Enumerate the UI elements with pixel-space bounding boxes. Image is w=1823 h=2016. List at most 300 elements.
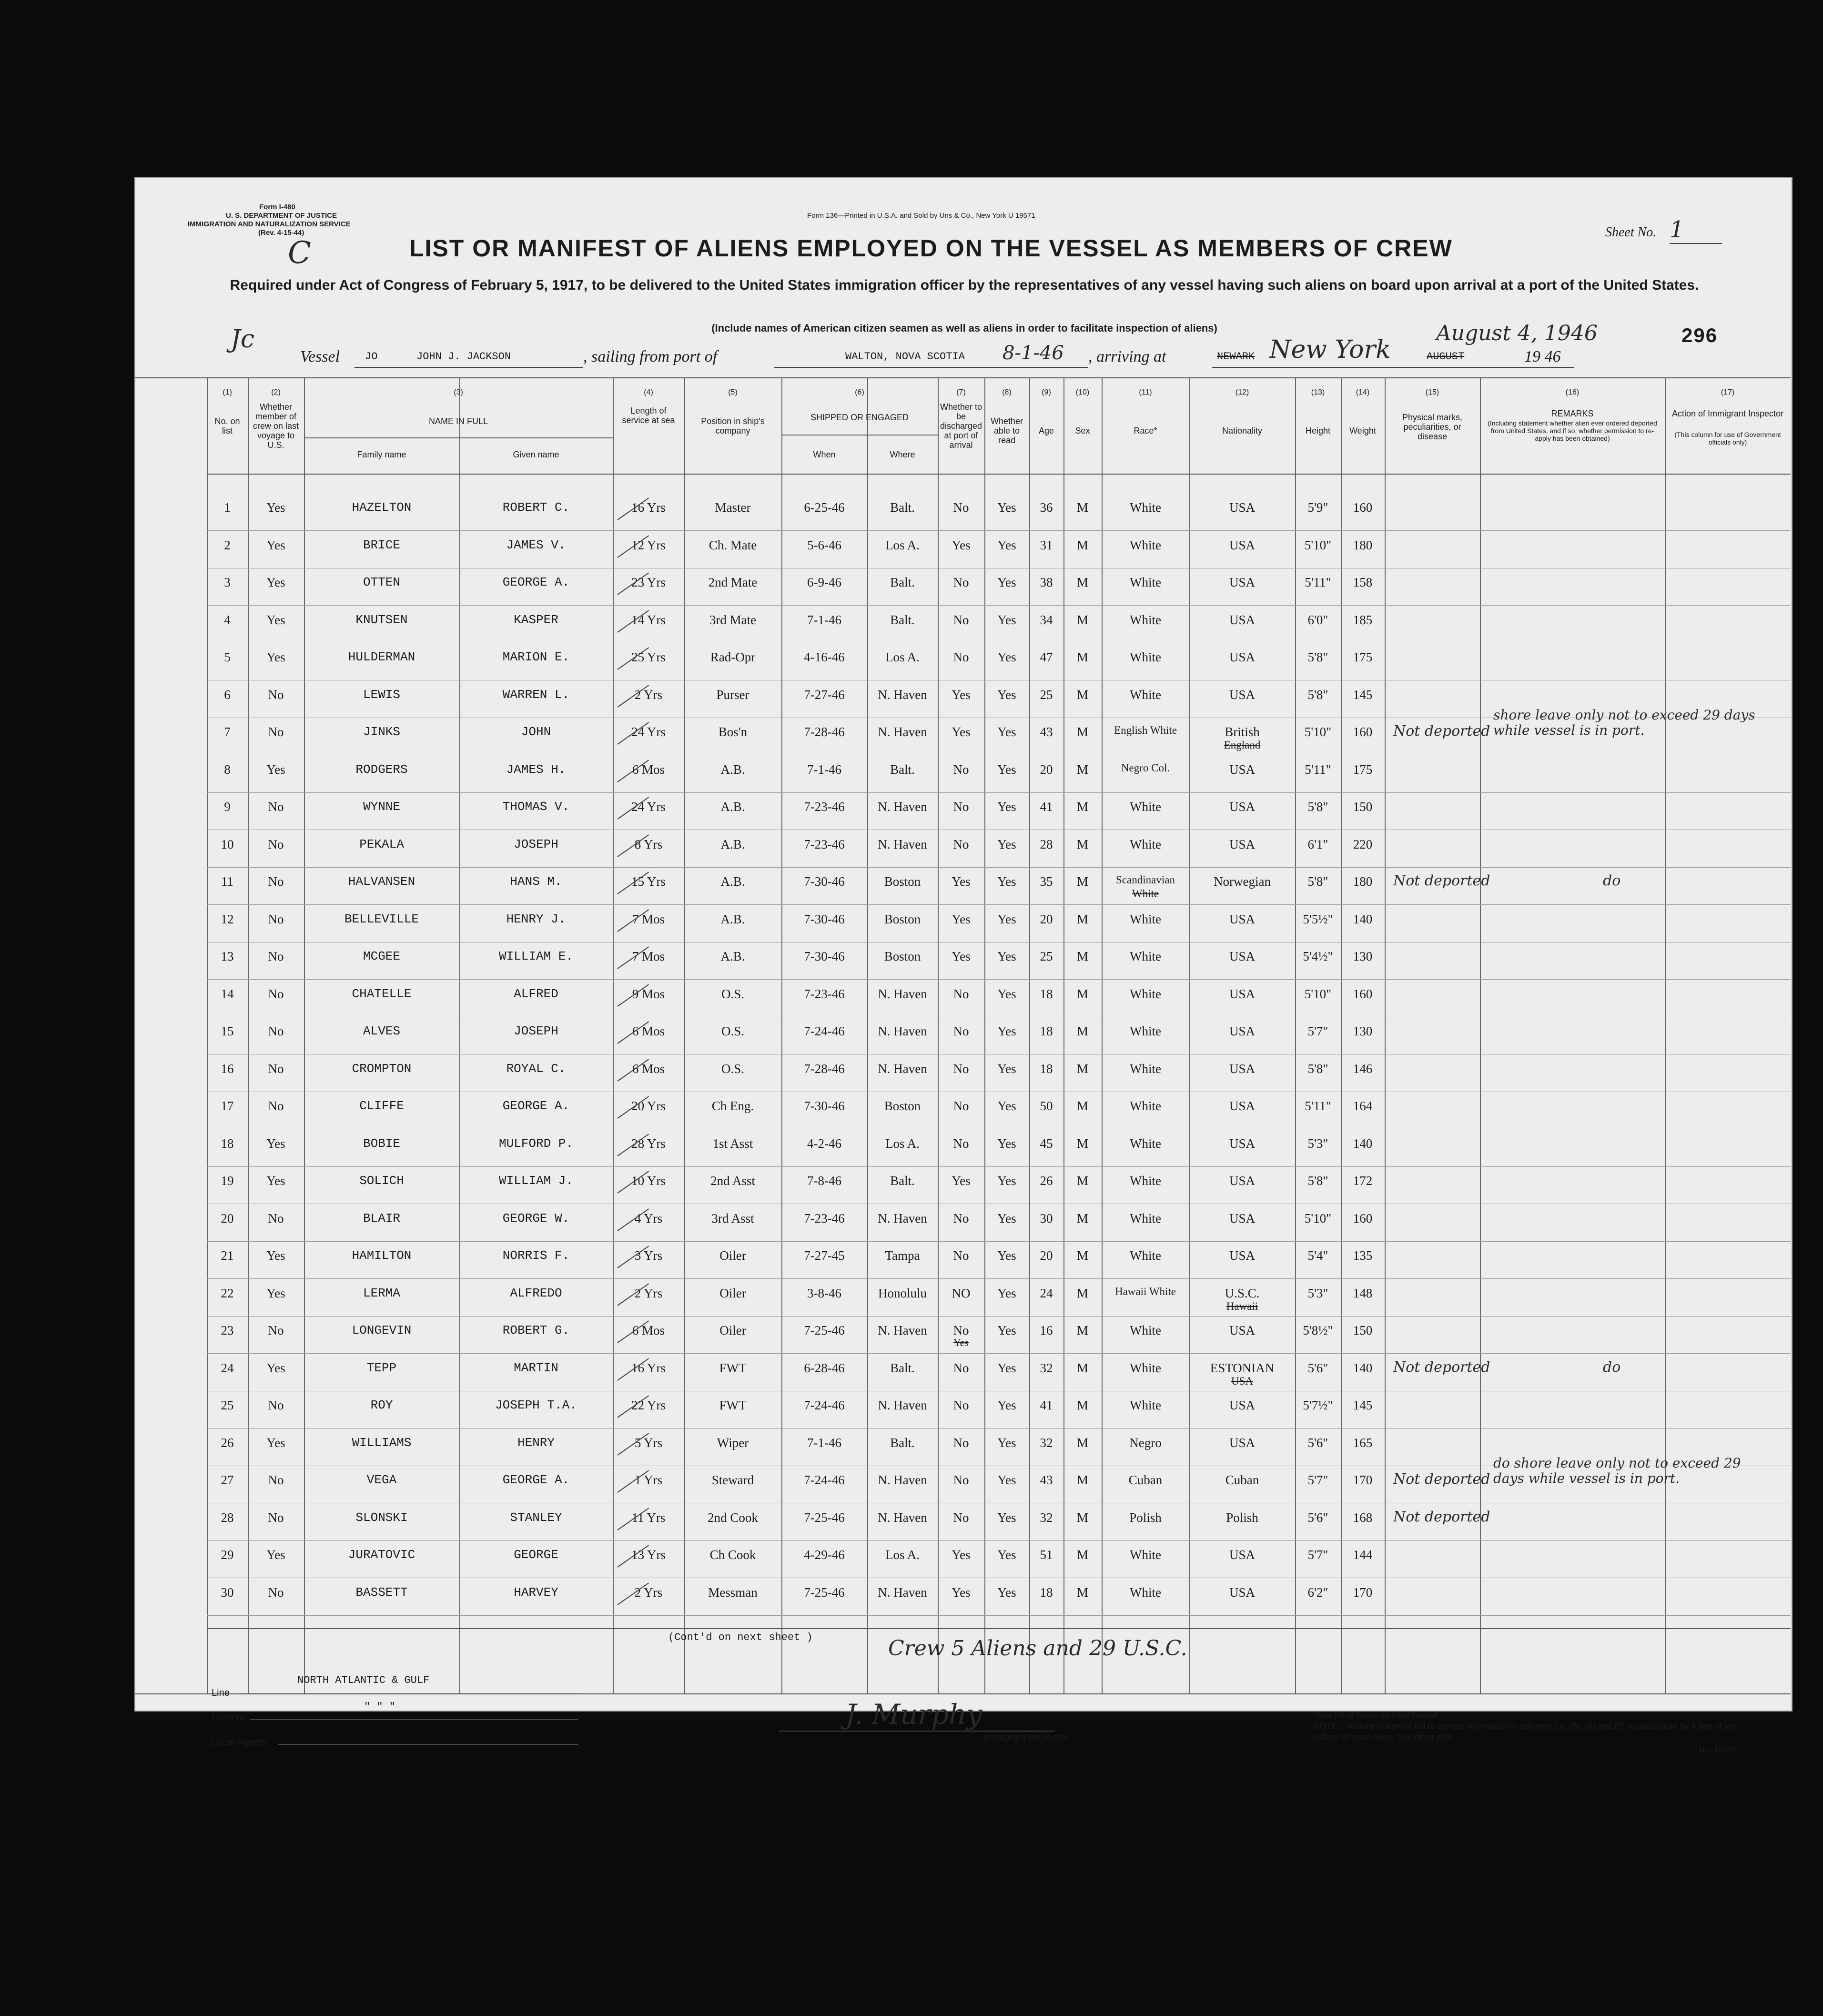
cell-last: No [268, 1061, 284, 1076]
cell-read: Yes [997, 1360, 1016, 1375]
cell-discharged: No [953, 1248, 969, 1263]
col14-label: Weight [1349, 426, 1376, 436]
cell-nationality-struck: Hawaii [1226, 1300, 1258, 1312]
cell-weight: 150 [1353, 1323, 1373, 1337]
cell-discharged: No [953, 800, 969, 814]
cell-service: 1 Yrs [634, 1473, 663, 1487]
row-divider [207, 530, 1791, 531]
cell-height: 5'6" [1307, 1435, 1328, 1450]
cell-nationality: USA [1229, 500, 1255, 515]
cell-given: GEORGE [514, 1548, 558, 1562]
cell-when: 7-28-46 [804, 1061, 845, 1076]
cell-service: 6 Mos [632, 1061, 665, 1076]
col3-label: NAME IN FULL [428, 416, 488, 426]
cell-read: Yes [997, 537, 1016, 552]
row-divider [207, 1540, 1791, 1541]
cell-race: White [1130, 949, 1161, 963]
cell-read: Yes [997, 800, 1016, 814]
cell-where: N. Haven [878, 687, 927, 702]
cell-race: White [1130, 912, 1161, 926]
cell-when: 7-24-46 [804, 1024, 845, 1038]
cell-height: 5'11" [1305, 762, 1331, 777]
cell-read: Yes [997, 575, 1016, 589]
col11-label: Race* [1134, 426, 1157, 436]
cell-height: 6'2" [1307, 1585, 1328, 1600]
row-divider [207, 1241, 1791, 1242]
service: IMMIGRATION AND NATURALIZATION SERVICE [188, 220, 351, 228]
cell-position: O.S. [721, 986, 744, 1001]
cell-family: BOBIE [363, 1136, 400, 1151]
cell-nationality: USA [1229, 837, 1255, 851]
cell-age: 41 [1040, 1398, 1053, 1412]
cell-weight: 145 [1353, 1398, 1373, 1412]
cell-age: 50 [1040, 1099, 1053, 1113]
cell-age: 25 [1040, 949, 1053, 963]
cell-no: 30 [221, 1585, 234, 1600]
cell-nationality: USA [1229, 575, 1255, 589]
cell-last: No [268, 837, 284, 851]
sailing-port: WALTON, NOVA SCOTIA [845, 351, 965, 363]
cell-weight: 160 [1353, 725, 1373, 739]
cell-race: White [1130, 1211, 1161, 1226]
cell-read: Yes [997, 837, 1016, 851]
cell-age: 41 [1040, 800, 1053, 814]
cell-position: FWT [719, 1360, 747, 1375]
cell-read: Yes [997, 612, 1016, 627]
cell-sex: M [1076, 650, 1088, 664]
sailing-underline [774, 367, 1088, 368]
cell-discharged: No [953, 1398, 969, 1412]
cell-given: NORRIS F. [502, 1248, 570, 1263]
cell-height: 5'7" [1307, 1024, 1328, 1038]
cell-discharged: Yes [952, 874, 971, 889]
cell-race: Negro [1129, 1435, 1162, 1450]
cell-race: White [1130, 537, 1161, 552]
cell-given: GEORGE A. [502, 1473, 570, 1487]
cell-when: 7-1-46 [807, 1435, 841, 1450]
cell-family: BRICE [363, 537, 400, 552]
cell-race: White [1130, 687, 1161, 702]
form-title: LIST OR MANIFEST OF ALIENS EMPLOYED ON THE VESSEL AS MEMBERS OF CREW [409, 235, 1453, 262]
cell-where: Balt. [890, 500, 915, 515]
cell-height: 5'8" [1307, 1174, 1328, 1188]
margin-mark-c: C [288, 235, 311, 271]
cell-read: Yes [997, 1136, 1016, 1151]
cell-position: 1st Asst [712, 1136, 753, 1151]
cell-weight: 160 [1353, 500, 1373, 515]
stamp-number: 296 [1681, 324, 1718, 346]
cell-position: Steward [711, 1473, 754, 1487]
cell-position: A.B. [720, 837, 745, 851]
cell-service: 2 Yrs [634, 687, 663, 702]
cell-where: N. Haven [878, 1585, 927, 1600]
cell-discharged: No [953, 650, 969, 664]
cell-race: White [1130, 1136, 1161, 1151]
cell-family: BASSETT [355, 1585, 408, 1600]
cell-read: Yes [997, 1548, 1016, 1562]
cell-last: Yes [266, 1286, 285, 1300]
cell-position: Ch. Mate [709, 537, 757, 552]
cell-service: 6 Mos [632, 1024, 665, 1038]
cell-height: 5'8" [1307, 1061, 1328, 1076]
cell-age: 20 [1040, 1248, 1053, 1263]
year-field: 19 46 [1524, 348, 1561, 365]
cell-race: White [1130, 1548, 1161, 1562]
cell-weight: 164 [1353, 1099, 1373, 1113]
cell-when: 7-28-46 [804, 725, 845, 739]
cell-nationality: USA [1229, 912, 1255, 926]
cell-where: N. Haven [878, 1323, 927, 1337]
cell-where: N. Haven [878, 837, 927, 851]
cell-no: 16 [221, 1061, 234, 1076]
cell-read: Yes [997, 912, 1016, 926]
cell-discharged: No [953, 1473, 969, 1487]
vessel-label: Vessel [300, 348, 340, 365]
cell-position: A.B. [720, 800, 745, 814]
cell-weight: 160 [1353, 1211, 1373, 1226]
cell-given: GEORGE A. [502, 1099, 570, 1113]
cell-discharged: NO [952, 1286, 971, 1300]
vessel-underline [354, 367, 583, 368]
cell-sex: M [1076, 612, 1088, 627]
cell-height: 5'10" [1304, 1211, 1332, 1226]
cell-no: 19 [221, 1174, 234, 1188]
cell-no: 27 [221, 1473, 234, 1487]
cell-service: 23 Yrs [631, 575, 666, 589]
cell-age: 43 [1040, 725, 1053, 739]
cell-remarks: do [1603, 872, 1621, 889]
cell-weight: 170 [1353, 1585, 1373, 1600]
cell-position: FWT [719, 1398, 747, 1412]
col10-num: (10) [1075, 388, 1090, 396]
cell-service: 7 Mos [632, 912, 665, 926]
cell-service: 25 Yrs [631, 650, 666, 664]
cell-service: 2 Yrs [634, 1585, 663, 1600]
cell-age: 43 [1040, 1473, 1053, 1487]
cell-last: Yes [266, 1248, 285, 1263]
cell-family: BELLEVILLE [344, 912, 419, 926]
cell-weight: 145 [1353, 687, 1373, 702]
cell-height: 6'0" [1307, 612, 1328, 627]
col11-num: (11) [1139, 388, 1152, 396]
cell-nationality: USA [1229, 1548, 1255, 1562]
cell-height: 5'7" [1307, 1548, 1328, 1562]
cell-given: ALFREDO [510, 1286, 562, 1300]
cell-nationality-struck: England [1224, 739, 1261, 751]
cell-no: 13 [221, 949, 234, 963]
cell-height: 5'8½" [1303, 1323, 1333, 1337]
cell-position: Oiler [719, 1286, 746, 1300]
row-divider [207, 1278, 1791, 1279]
cell-age: 31 [1040, 537, 1053, 552]
cell-read: Yes [997, 1024, 1016, 1038]
cell-race: White [1130, 1099, 1161, 1113]
cell-sex: M [1076, 1211, 1088, 1226]
cell-discharged: No [953, 575, 969, 589]
cell-where: N. Haven [878, 1510, 927, 1525]
cell-weight: 158 [1353, 575, 1373, 589]
cell-height: 5'11" [1305, 575, 1331, 589]
cell-last: Yes [266, 575, 285, 589]
cell-discharged: No [953, 1323, 969, 1337]
cell-height: 5'8" [1307, 687, 1328, 702]
cell-nationality: ESTONIAN [1210, 1360, 1275, 1375]
cell-given: MARTIN [514, 1360, 558, 1375]
cell-race: White [1130, 1585, 1161, 1600]
col16-label: REMARKS [1551, 409, 1594, 418]
cell-no: 3 [224, 575, 231, 589]
cell-nationality: British [1225, 725, 1260, 739]
cell-nationality: USA [1229, 800, 1255, 814]
cell-last: No [268, 725, 284, 739]
cell-family: CROMPTON [352, 1061, 412, 1076]
col2-num: (2) [271, 388, 281, 396]
cell-last: No [268, 986, 284, 1001]
cell-sex: M [1076, 537, 1088, 552]
cell-when: 5-6-46 [807, 537, 841, 552]
col12-num: (12) [1235, 388, 1249, 396]
cell-where: Honolulu [878, 1286, 927, 1300]
cell-height: 6'1" [1307, 837, 1328, 851]
cell-race: Negro Col. [1121, 761, 1170, 774]
col5-num: (5) [728, 388, 738, 396]
cell-last: No [268, 1473, 284, 1487]
cell-read: Yes [997, 1323, 1016, 1337]
cell-height: 5'4" [1307, 1248, 1328, 1263]
cell-race: White [1130, 1323, 1161, 1337]
cell-discharged: No [953, 1510, 969, 1525]
cell-no: 23 [221, 1323, 234, 1337]
cell-nationality: USA [1229, 1136, 1255, 1151]
col15-label: Physical marks, peculiarities, or disease [1402, 413, 1463, 441]
col8-label: Whether able to read [990, 416, 1023, 445]
cell-discharged: No [953, 837, 969, 851]
cell-read: Yes [997, 1398, 1016, 1412]
col4-label: Length of service at sea [622, 406, 675, 425]
cell-given: ALFRED [514, 986, 558, 1001]
cell-sex: M [1076, 575, 1088, 589]
sheet-label: Sheet No. [1605, 225, 1657, 240]
where-header: Where [890, 450, 915, 459]
cell-service: 6 Mos [632, 762, 665, 777]
required-statement: Required under Act of Congress of February 5, 1917, to be delivered to the United States immigration officer by the representatives of any vessel having such aliens on board upon arrival at a port of the United States. [230, 277, 1699, 293]
row-divider [207, 904, 1791, 905]
cell-sex: M [1076, 1435, 1088, 1450]
cell-age: 20 [1040, 762, 1053, 777]
row-divider [207, 1353, 1791, 1354]
cell-read: Yes [997, 725, 1016, 739]
cell-discharged: No [953, 762, 969, 777]
cell-nationality: U.S.C. [1225, 1286, 1260, 1300]
cell-when: 7-27-45 [804, 1248, 845, 1263]
cell-read: Yes [997, 500, 1016, 515]
inspector-label: Immigrant Inspector. [983, 1732, 1070, 1743]
cell-family: HAMILTON [352, 1248, 412, 1263]
cell-weight: 180 [1353, 537, 1373, 552]
cell-discharged: Yes [952, 725, 971, 739]
cell-last: No [268, 687, 284, 702]
cell-no: 15 [221, 1024, 234, 1038]
cell-when: 4-16-46 [804, 650, 845, 664]
cell-weight: 144 [1353, 1548, 1373, 1562]
cell-family: SLONSKI [355, 1510, 408, 1525]
cell-when: 7-25-46 [804, 1323, 845, 1337]
cell-last: Yes [266, 537, 285, 552]
col12-label: Nationality [1222, 426, 1263, 436]
cell-read: Yes [997, 1473, 1016, 1487]
cell-service: 16 Yrs [631, 500, 666, 515]
owners-label: Owners [212, 1712, 244, 1723]
cell-height: 5'4½" [1303, 949, 1333, 963]
cell-last: Yes [266, 500, 285, 515]
cell-service: 24 Yrs [631, 800, 666, 814]
cell-discharged: No [953, 500, 969, 515]
cell-where: Balt. [890, 1360, 915, 1375]
cell-service: 3 Yrs [634, 1248, 663, 1263]
cell-when: 7-30-46 [804, 912, 845, 926]
cell-nationality: USA [1229, 1174, 1255, 1188]
cell-nationality: USA [1229, 1248, 1255, 1263]
cell-given: JOSEPH T.A. [495, 1398, 577, 1412]
cell-where: Los A. [885, 1548, 920, 1562]
cell-no: 18 [221, 1136, 234, 1151]
cell-position: Bos'n [718, 725, 748, 739]
cell-nationality: USA [1229, 986, 1255, 1001]
row-divider [207, 792, 1791, 793]
cell-discharged: Yes [952, 687, 971, 702]
cell-where: N. Haven [878, 725, 927, 739]
cell-no: 4 [224, 612, 231, 627]
col16-num: (16) [1565, 388, 1580, 396]
cell-no: 21 [221, 1248, 234, 1263]
cell-no: 22 [221, 1286, 234, 1300]
cell-position: Rad-Opr [710, 650, 756, 664]
cell-sex: M [1076, 1585, 1088, 1600]
cell-race: White [1130, 1174, 1161, 1188]
cell-last: Yes [266, 762, 285, 777]
cell-given: JAMES V. [506, 537, 566, 552]
cell-where: Balt. [890, 1174, 915, 1188]
cell-last: No [268, 1585, 284, 1600]
cell-height: 5'8" [1307, 650, 1328, 664]
cell-last: No [268, 800, 284, 814]
cell-age: 51 [1040, 1548, 1053, 1562]
cell-weight: 140 [1353, 1136, 1373, 1151]
cell-age: 34 [1040, 612, 1053, 627]
cell-where: Boston [884, 912, 921, 926]
cell-height: 5'6" [1307, 1360, 1328, 1375]
col7-num: (7) [956, 388, 966, 396]
cell-where: Boston [884, 949, 921, 963]
col3-num: (3) [454, 388, 463, 396]
arriving-struck: NEWARK [1217, 351, 1255, 363]
cell-discharged-struck: Yes [953, 1337, 969, 1348]
cell-position: Oiler [719, 1323, 746, 1337]
cell-sex: M [1076, 762, 1088, 777]
cell-age: 45 [1040, 1136, 1053, 1151]
cell-service: 13 Yrs [631, 1548, 666, 1562]
cell-read: Yes [997, 1061, 1016, 1076]
cell-when: 6-25-46 [804, 500, 845, 515]
cell-where: N. Haven [878, 800, 927, 814]
cell-when: 7-1-46 [807, 762, 841, 777]
cell-family: BLAIR [363, 1211, 400, 1226]
cell-when: 4-29-46 [804, 1548, 845, 1562]
cell-family: CLIFFE [359, 1099, 404, 1113]
cell-position: O.S. [721, 1061, 744, 1076]
cell-position: Wiper [717, 1435, 749, 1450]
cell-sex: M [1076, 912, 1088, 926]
cell-no: 29 [221, 1548, 234, 1562]
cell-position: 3rd Mate [709, 612, 757, 627]
cell-service: 16 Yrs [631, 1360, 666, 1375]
cell-given: KASPER [514, 612, 558, 627]
cell-weight: 140 [1353, 912, 1373, 926]
col17-label: Action of Immigrant Inspector [1671, 409, 1784, 418]
cell-when: 7-30-46 [804, 874, 845, 889]
cell-race: White [1130, 837, 1161, 851]
line-value: NORTH ATLANTIC & GULF [297, 1674, 430, 1686]
cell-no: 20 [221, 1211, 234, 1226]
cell-discharged: No [953, 1024, 969, 1038]
owners-value: " " " [364, 1701, 396, 1713]
cell-last: No [268, 1099, 284, 1113]
cell-given: GEORGE W. [502, 1211, 570, 1226]
given-name-header: Given name [513, 450, 559, 459]
cell-sex: M [1076, 949, 1088, 963]
cell-service: 12 Yrs [631, 537, 666, 552]
cell-nationality: Norwegian [1214, 874, 1271, 889]
cell-age: 18 [1040, 1061, 1053, 1076]
cell-read: Yes [997, 949, 1016, 963]
cell-nationality: USA [1229, 1024, 1255, 1038]
cell-no: 10 [221, 837, 234, 851]
cell-age: 47 [1040, 650, 1053, 664]
cell-race: White [1130, 1248, 1161, 1263]
printer-line: Form 136—Printed in U.S.A. and Sold by Uns & Co., New York U 19571 [807, 212, 1035, 220]
cell-last: No [268, 1024, 284, 1038]
cell-family: PEKALA [359, 837, 404, 851]
cell-height: 5'7" [1307, 1473, 1328, 1487]
cell-race: White [1130, 1398, 1161, 1412]
cell-weight: 172 [1353, 1174, 1373, 1188]
arriving-underline [1212, 367, 1574, 368]
cell-service: 4 Yrs [634, 1211, 663, 1226]
cell-discharged: Yes [952, 537, 971, 552]
cell-family: CHATELLE [352, 986, 412, 1001]
cell-sex: M [1076, 874, 1088, 889]
cell-read: Yes [997, 986, 1016, 1001]
cell-given: THOMAS V. [502, 800, 570, 814]
cell-service: 22 Yrs [631, 1398, 666, 1412]
cell-height: 5'7½" [1303, 1398, 1333, 1412]
cell-marks: Not deported [1393, 1358, 1490, 1376]
cell-position: 2nd Mate [708, 575, 758, 589]
cell-position: 3rd Asst [711, 1211, 754, 1226]
cell-height: 5'5½" [1303, 912, 1333, 926]
cell-where: N. Haven [878, 1211, 927, 1226]
cell-age: 16 [1040, 1323, 1053, 1337]
cell-where: Los A. [885, 537, 920, 552]
cell-height: 5'11" [1305, 1099, 1331, 1113]
cell-marks: Not deported [1393, 723, 1490, 740]
cell-nationality: USA [1229, 1211, 1255, 1226]
cell-read: Yes [997, 1510, 1016, 1525]
cell-nationality: USA [1229, 1323, 1255, 1337]
cell-age: 30 [1040, 1211, 1053, 1226]
cell-age: 18 [1040, 986, 1053, 1001]
cell-no: 1 [224, 500, 231, 515]
